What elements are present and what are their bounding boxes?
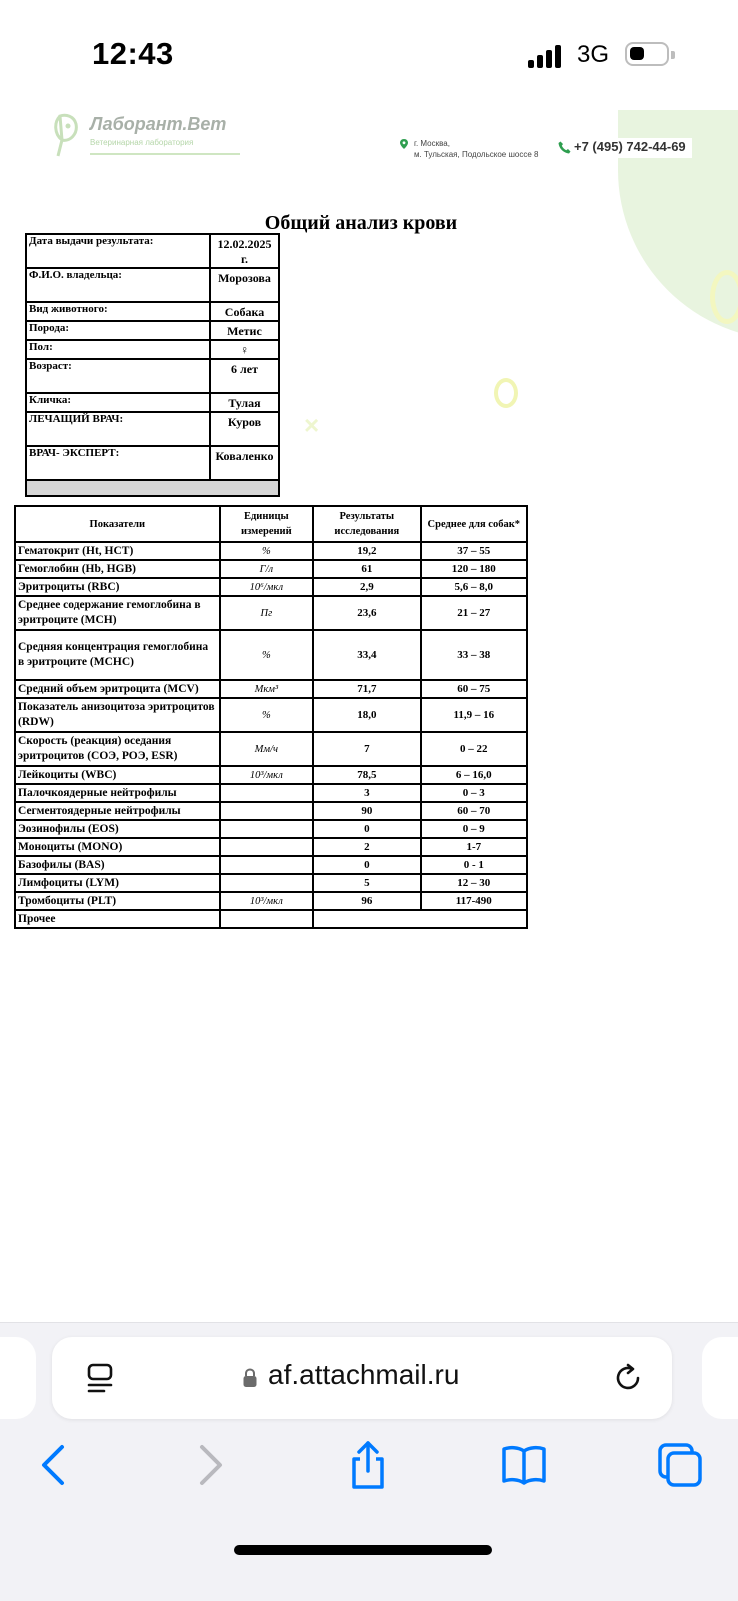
indicator-norm: 21 – 27: [421, 596, 527, 630]
info-label: Порода:: [26, 321, 210, 340]
indicator-norm: 60 – 75: [421, 680, 527, 698]
info-value: Морозова: [210, 268, 279, 302]
indicator-norm: 117-490: [421, 892, 527, 910]
indicator-unit: [220, 802, 313, 820]
indicator-norm: 5,6 – 8,0: [421, 578, 527, 596]
indicator-norm: 60 – 70: [421, 802, 527, 820]
column-header: Результаты исследования: [313, 506, 420, 542]
info-value: Метис: [210, 321, 279, 340]
indicator-unit: Г/л: [220, 560, 313, 578]
info-label: Ф.И.О. владельца:: [26, 268, 210, 302]
tabs-icon[interactable]: [656, 1441, 704, 1489]
indicator-result: 7: [313, 732, 420, 766]
brand-name: Лаборант.Вет: [90, 114, 227, 134]
indicator-name: Средний объем эритроцита (MCV): [15, 680, 220, 698]
phone-number: +7 (495) 742-44-69: [574, 139, 686, 154]
home-indicator[interactable]: [234, 1545, 492, 1555]
table-row: [15, 838, 527, 856]
battery-icon: [625, 42, 669, 66]
indicator-result: [313, 910, 527, 928]
lab-logo: [50, 112, 227, 160]
info-label: Дата выдачи результата:: [26, 234, 210, 268]
logo-icon: [50, 112, 84, 158]
bookmarks-icon[interactable]: [500, 1441, 548, 1489]
indicator-norm: 6 – 16,0: [421, 766, 527, 784]
indicator-unit: [220, 838, 313, 856]
info-value: 12.02.2025 г.: [210, 234, 279, 268]
info-label: Возраст:: [26, 359, 210, 393]
phone-icon: [558, 141, 571, 154]
indicator-result: 0: [313, 856, 420, 874]
indicator-unit: %: [220, 630, 313, 680]
status-bar: [0, 0, 738, 100]
forward-icon[interactable]: [186, 1441, 234, 1489]
indicator-result: 78,5: [313, 766, 420, 784]
indicator-unit: 10⁶/мкл: [220, 578, 313, 596]
indicator-name: Среднее содержание гемоглобина в эритроците (MCH): [15, 596, 220, 630]
indicator-result: 5: [313, 874, 420, 892]
indicator-result: 3: [313, 784, 420, 802]
indicator-unit: 10³/мкл: [220, 892, 313, 910]
indicator-name: Гематокрит (Ht, HCT): [15, 542, 220, 560]
indicator-unit: [220, 820, 313, 838]
info-label: Пол:: [26, 340, 210, 359]
indicator-unit: Мкм³: [220, 680, 313, 698]
address-line: м. Тульская, Подольское шоссе 8: [414, 150, 539, 159]
indicator-unit: %: [220, 542, 313, 560]
table-row: [15, 784, 527, 802]
previous-tab-preview[interactable]: [0, 1337, 36, 1419]
info-label: Вид животного:: [26, 302, 210, 321]
info-value: Куров: [210, 412, 279, 446]
info-value: ♀: [210, 340, 279, 359]
blood-test-table: [14, 505, 528, 929]
document-title: Общий анализ крови: [264, 212, 458, 234]
table-row: [15, 874, 527, 892]
browser-toolbar: [0, 1322, 738, 1601]
indicator-norm: 0 – 22: [421, 732, 527, 766]
info-label: Кличка:: [26, 393, 210, 412]
indicator-result: 2: [313, 838, 420, 856]
indicator-unit: [220, 910, 313, 928]
info-footer: [26, 480, 279, 496]
indicator-name: Лейкоциты (WBC): [15, 766, 220, 784]
indicator-unit: [220, 784, 313, 802]
table-row: [15, 680, 527, 698]
indicator-norm: 11,9 – 16: [421, 698, 527, 732]
indicator-norm: 0 - 1: [421, 856, 527, 874]
indicator-result: 33,4: [313, 630, 420, 680]
address-bar[interactable]: [52, 1337, 672, 1419]
table-row: [15, 892, 527, 910]
table-row: [15, 910, 527, 928]
indicator-name: Скорость (реакция) оседания эритроцитов (СОЭ, РОЭ, ESR): [15, 732, 220, 766]
indicator-result: 2,9: [313, 578, 420, 596]
network-type: 3G: [577, 41, 610, 68]
address-line: г. Москва,: [414, 139, 450, 148]
lock-icon: [242, 1368, 258, 1388]
table-row: [15, 560, 527, 578]
status-time: 12:43: [92, 36, 174, 71]
table-row: [15, 732, 527, 766]
column-header: Среднее для собак*: [421, 506, 527, 542]
indicator-norm: 33 – 38: [421, 630, 527, 680]
lab-phone: [556, 138, 692, 158]
indicator-result: 61: [313, 560, 420, 578]
url-text[interactable]: af.attachmail.ru: [268, 1359, 460, 1390]
info-label: ЛЕЧАЩИЙ ВРАЧ:: [26, 412, 210, 446]
indicator-name: Эозинофилы (EOS): [15, 820, 220, 838]
info-value: Коваленко: [210, 446, 279, 480]
indicator-unit: %: [220, 698, 313, 732]
share-icon[interactable]: [344, 1441, 392, 1489]
indicator-result: 90: [313, 802, 420, 820]
indicator-name: Сегментоядерные нейтрофилы: [15, 802, 220, 820]
indicator-norm: 0 – 3: [421, 784, 527, 802]
indicator-name: Моноциты (MONO): [15, 838, 220, 856]
indicator-norm: 1-7: [421, 838, 527, 856]
patient-info-table: [25, 233, 280, 497]
next-tab-preview[interactable]: [702, 1337, 738, 1419]
decorative-cross: ×: [304, 410, 320, 440]
brand-subtitle: Ветеринарная лаборатория: [90, 138, 194, 147]
indicator-result: 96: [313, 892, 420, 910]
indicator-result: 0: [313, 820, 420, 838]
indicator-name: Палочкоядерные нейтрофилы: [15, 784, 220, 802]
indicator-result: 19,2: [313, 542, 420, 560]
indicator-name: Гемоглобин (Hb, HGB): [15, 560, 220, 578]
table-row: [15, 596, 527, 630]
indicator-name: Показатель анизоцитоза эритроцитов (RDW): [15, 698, 220, 732]
decorative-ring: [710, 270, 738, 324]
indicator-name: Тромбоциты (PLT): [15, 892, 220, 910]
indicator-result: 23,6: [313, 596, 420, 630]
indicator-norm: 0 – 9: [421, 820, 527, 838]
indicator-norm: 12 – 30: [421, 874, 527, 892]
indicator-unit: Пг: [220, 596, 313, 630]
indicator-result: 18,0: [313, 698, 420, 732]
table-row: [15, 820, 527, 838]
indicator-name: Лимфоциты (LYM): [15, 874, 220, 892]
reload-icon[interactable]: [612, 1362, 644, 1394]
indicator-result: 71,7: [313, 680, 420, 698]
page-menu-icon[interactable]: [86, 1363, 114, 1393]
indicator-norm: 120 – 180: [421, 560, 527, 578]
indicator-name: Прочее: [15, 910, 220, 928]
info-value: Тулая: [210, 393, 279, 412]
indicator-unit: [220, 856, 313, 874]
indicator-unit: [220, 874, 313, 892]
info-value: 6 лет: [210, 359, 279, 393]
signal-icon: [528, 44, 564, 68]
table-row: [15, 630, 527, 680]
back-icon[interactable]: [30, 1441, 78, 1489]
table-row: [15, 698, 527, 732]
column-header: Единицы измерений: [220, 506, 313, 542]
column-header: Показатели: [15, 506, 220, 542]
decorative-ring: [494, 378, 518, 408]
table-row: [15, 802, 527, 820]
table-row: [15, 766, 527, 784]
indicator-name: Базофилы (BAS): [15, 856, 220, 874]
info-value: Собака: [210, 302, 279, 321]
indicator-name: Средняя концентрация гемоглобина в эритроците (MCHC): [15, 630, 220, 680]
indicator-unit: Мм/ч: [220, 732, 313, 766]
table-row: [15, 578, 527, 596]
table-row: [15, 542, 527, 560]
indicator-unit: 10³/мкл: [220, 766, 313, 784]
info-label: ВРАЧ- ЭКСПЕРТ:: [26, 446, 210, 480]
table-row: [15, 856, 527, 874]
location-pin-icon: [400, 139, 408, 149]
indicator-name: Эритроциты (RBC): [15, 578, 220, 596]
indicator-norm: 37 – 55: [421, 542, 527, 560]
